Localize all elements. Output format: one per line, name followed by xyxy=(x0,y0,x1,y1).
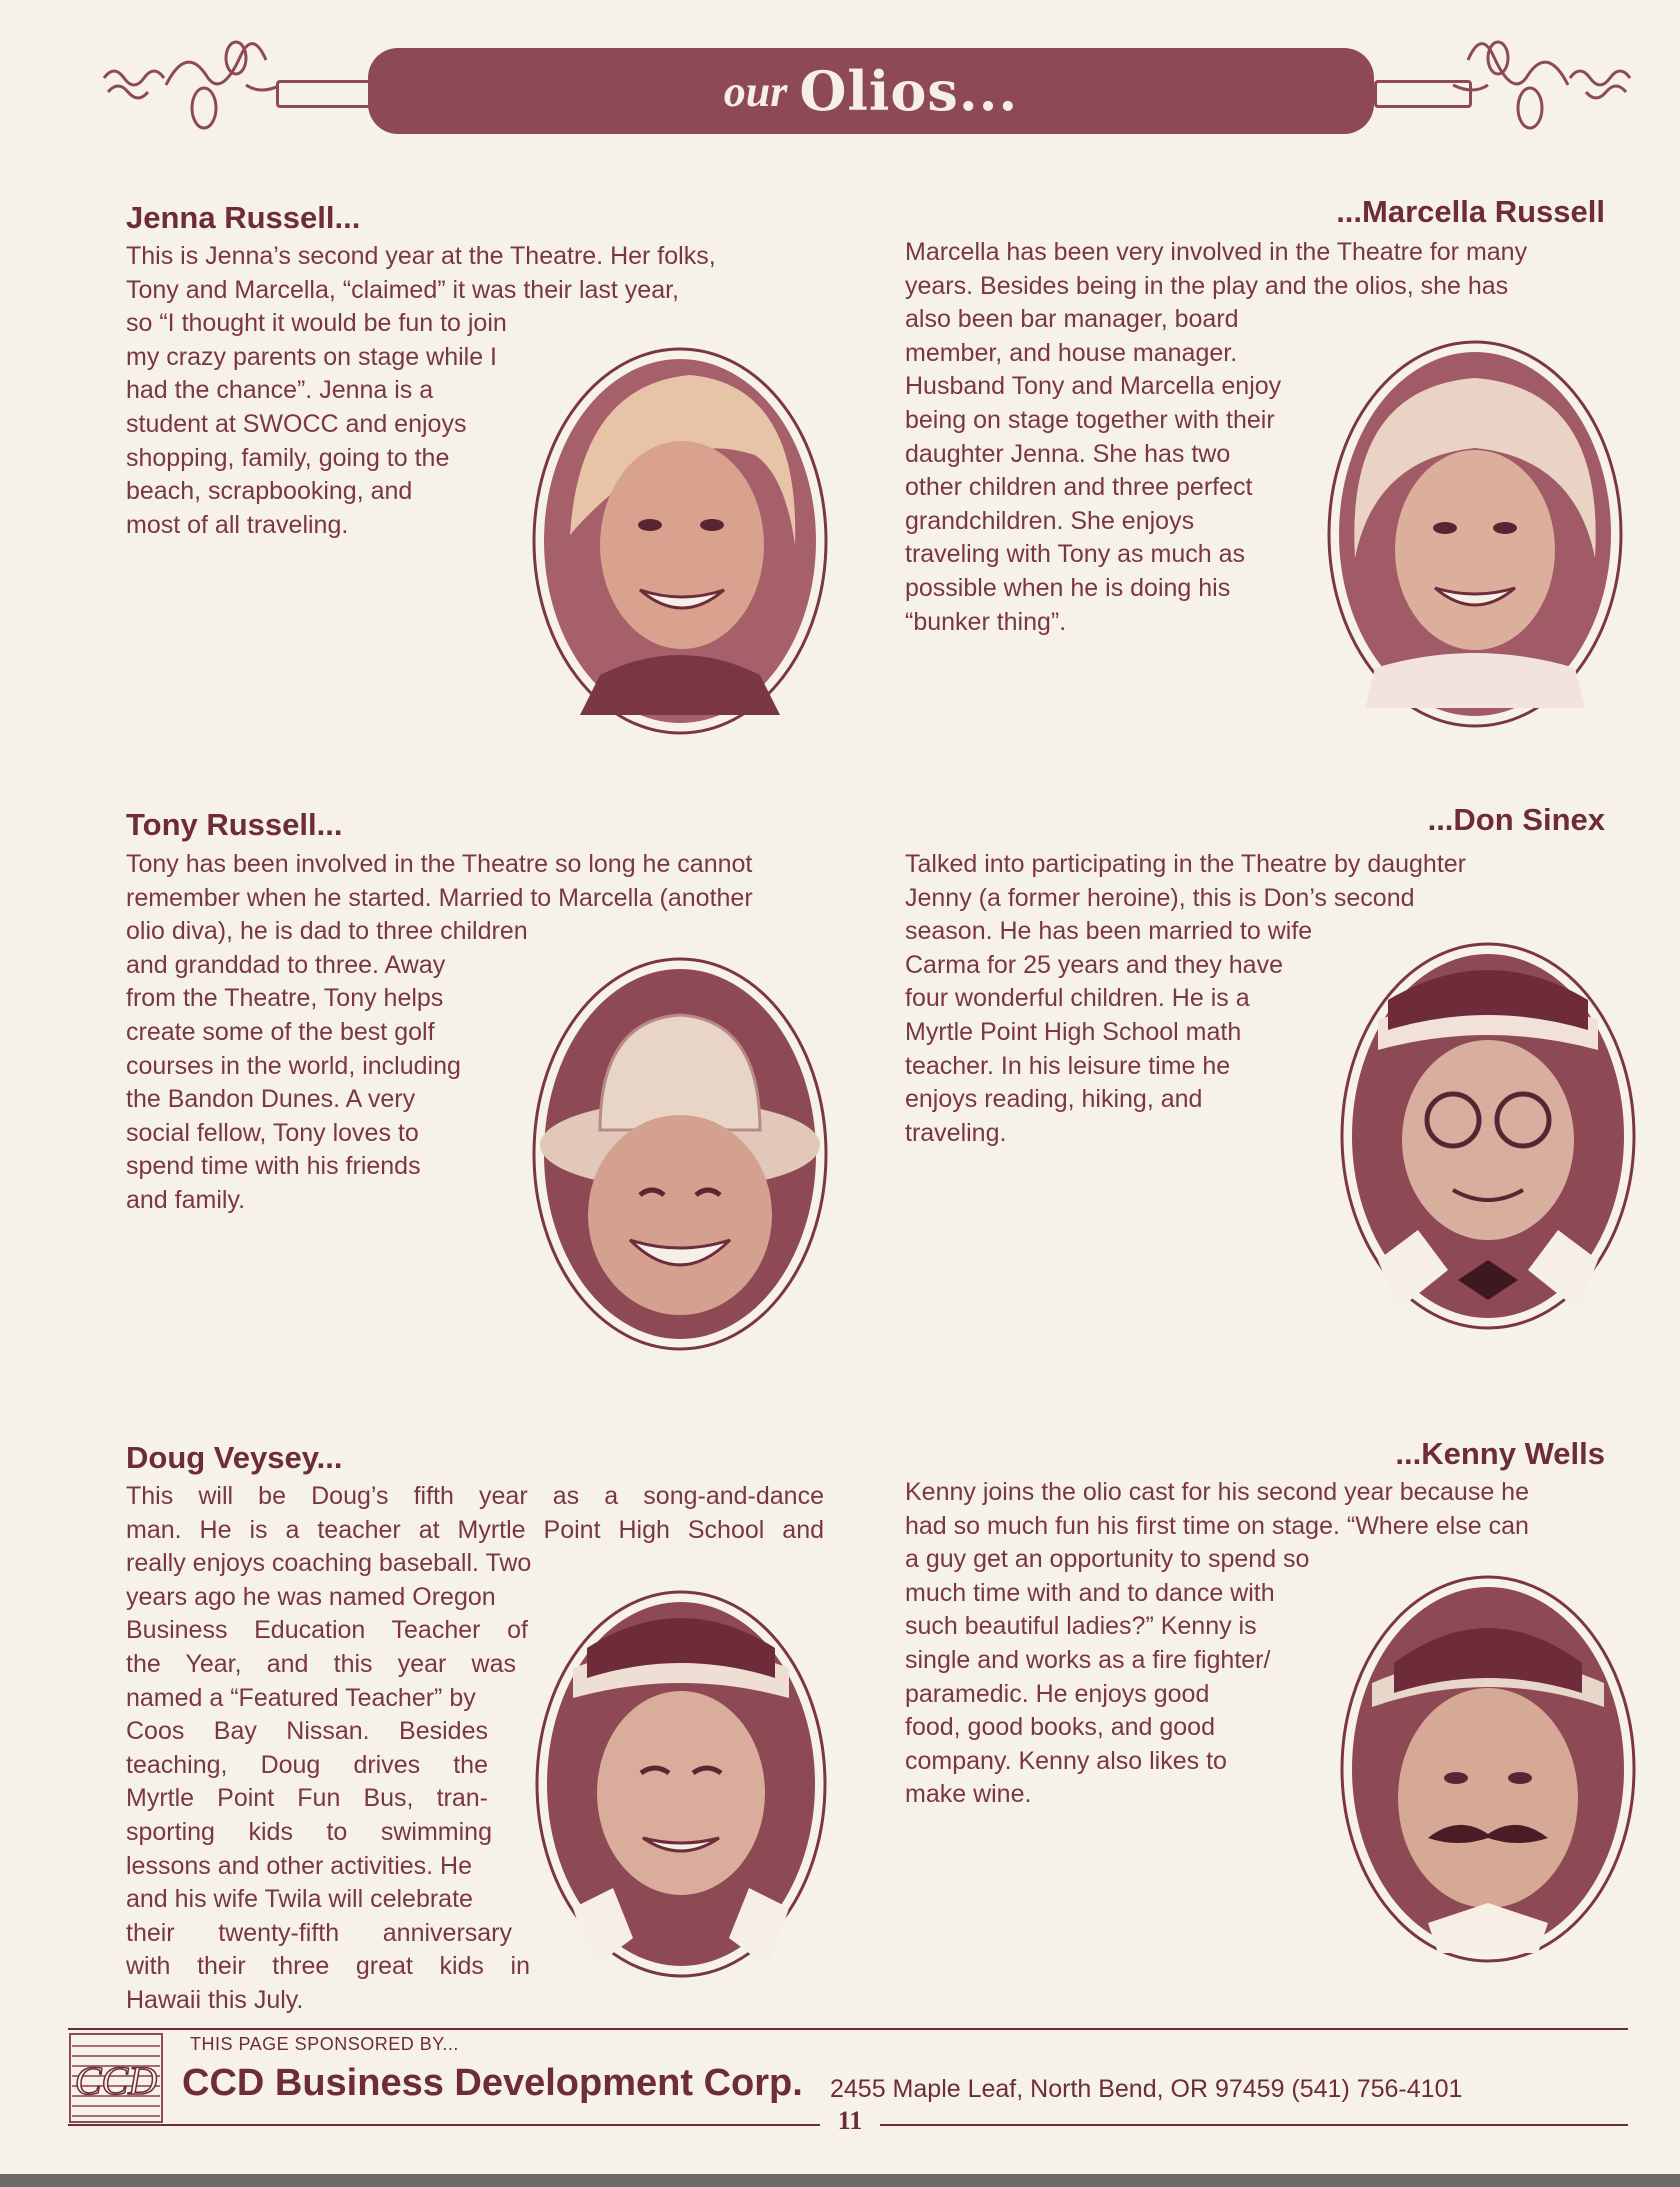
bio-line: and granddad to three. Away xyxy=(126,950,446,979)
page-number: 11 xyxy=(820,2106,880,2136)
bio-line: courses in the world, including xyxy=(126,1051,461,1080)
sponsor-logo xyxy=(68,2032,164,2124)
bio-line: lessons and other activities. He xyxy=(126,1851,473,1880)
bio-line: Myrtle Point High School math xyxy=(905,1017,1242,1046)
bio-line: Talked into participating in the Theatre by daughter xyxy=(905,850,1467,878)
bio-line: Business Education Teacher of xyxy=(126,1616,528,1645)
bio-line: possible when he is doing his xyxy=(905,573,1231,602)
portrait-tony-russell xyxy=(530,955,830,1353)
bio-line: such beautiful ladies?” Kenny is xyxy=(905,1612,1257,1641)
bio-line: olio diva), he is dad to three children xyxy=(126,917,528,946)
bio-line: years. Besides being in the play and the olios, she has xyxy=(905,271,1509,300)
page-title-prefix: our xyxy=(723,66,788,116)
page-title-banner xyxy=(368,48,1374,134)
bio-line: Kenny joins the olio cast for his second year because he xyxy=(905,1478,1529,1506)
right-flourish-ornament xyxy=(1448,30,1638,140)
sponsor-address: 2455 Maple Leaf, North Bend, OR 97459 (541) 756-4101 xyxy=(830,2075,1463,2103)
bio-line: sporting kids to swimming xyxy=(126,1817,492,1846)
bio-line: social fellow, Tony loves to xyxy=(126,1118,419,1147)
bio-line: named a “Featured Teacher” by xyxy=(126,1683,476,1712)
bio-line: with their three great kids in xyxy=(126,1952,530,1981)
bio-line: Myrtle Point Fun Bus, tran- xyxy=(126,1784,488,1813)
bio-name-don-sinex: ...Don Sinex xyxy=(1427,802,1605,837)
sponsor-name: CCD Business Development Corp. xyxy=(182,2062,803,2104)
bio-line: and his wife Twila will celebrate xyxy=(126,1885,473,1914)
bio-line: Carma for 25 years and they have xyxy=(905,950,1283,979)
bio-line: Coos Bay Nissan. Besides xyxy=(126,1717,488,1746)
bio-line: Tony and Marcella, “claimed” it was their last year, xyxy=(126,275,679,304)
bio-line: from the Theatre, Tony helps xyxy=(126,984,444,1013)
bio-line: Hawaii this July. xyxy=(126,1985,304,2014)
bio-line: enjoys reading, hiking, and xyxy=(905,1085,1203,1114)
page-title: Olios... xyxy=(799,59,1019,123)
sponsored-label: THIS PAGE SPONSORED BY... xyxy=(190,2034,459,2054)
bio-name-kenny-wells: ...Kenny Wells xyxy=(1395,1436,1605,1471)
bio-line: other children and three perfect xyxy=(905,473,1253,502)
bio-line: This will be Doug’s fifth year as a song-and-dance xyxy=(126,1482,824,1510)
portrait-kenny-wells xyxy=(1338,1573,1638,1965)
bio-line: member, and house manager. xyxy=(905,338,1238,367)
banner-left-bar xyxy=(276,80,374,108)
bio-line: remember when he started. Married to Marcella (another xyxy=(126,883,753,912)
bio-line: Tony has been involved in the Theatre so long he cannot xyxy=(126,850,753,878)
bio-line: student at SWOCC and enjoys xyxy=(126,409,467,438)
bio-line: had so much fun his first time on stage. “Where else can xyxy=(905,1511,1529,1540)
bio-line: grandchildren. She enjoys xyxy=(905,506,1195,535)
bio-line: traveling. xyxy=(905,1118,1007,1147)
bio-line: most of all traveling. xyxy=(126,510,349,539)
portrait-don-sinex xyxy=(1338,940,1638,1332)
bio-line: traveling with Tony as much as xyxy=(905,540,1245,569)
bio-line: Husband Tony and Marcella enjoy xyxy=(905,372,1282,401)
bio-line: man. He is a teacher at Myrtle Point High School and xyxy=(126,1515,824,1544)
bio-line: create some of the best golf xyxy=(126,1017,435,1046)
bio-line: had the chance”. Jenna is a xyxy=(126,376,434,405)
bio-line: company. Kenny also likes to xyxy=(905,1746,1227,1775)
bio-name-doug-veysey: Doug Veysey... xyxy=(126,1440,343,1475)
footer-top-rule xyxy=(68,2028,1628,2030)
left-flourish-ornament xyxy=(96,30,286,140)
bio-line: shopping, family, going to the xyxy=(126,443,450,472)
bio-line: single and works as a fire fighter/ xyxy=(905,1645,1271,1674)
bio-line: the Year, and this year was xyxy=(126,1649,516,1678)
bio-line: This is Jenna’s second year at the Theatre. Her folks, xyxy=(126,242,716,270)
bio-line: spend time with his friends xyxy=(126,1152,421,1181)
bio-line: make wine. xyxy=(905,1780,1032,1809)
bio-line: really enjoys coaching baseball. Two xyxy=(126,1549,532,1578)
bio-line: their twenty-fifth anniversary xyxy=(126,1918,512,1947)
bio-line: “bunker thing”. xyxy=(905,607,1067,636)
bio-line: so “I thought it would be fun to join xyxy=(126,309,507,338)
bio-line: Marcella has been very involved in the Theatre for many xyxy=(905,238,1528,266)
bio-line: years ago he was named Oregon xyxy=(126,1582,496,1611)
bio-line: beach, scrapbooking, and xyxy=(126,477,413,506)
bio-line: also been bar manager, board xyxy=(905,305,1239,334)
bio-line: daughter Jenna. She has two xyxy=(905,439,1231,468)
bio-name-jenna-russell: Jenna Russell... xyxy=(126,200,361,235)
portrait-marcella-russell xyxy=(1325,338,1625,730)
bio-line: and family. xyxy=(126,1185,246,1214)
bio-line: the Bandon Dunes. A very xyxy=(126,1085,416,1114)
bio-line: food, good books, and good xyxy=(905,1713,1215,1742)
bio-line: four wonderful children. He is a xyxy=(905,984,1250,1013)
portrait-doug-veysey xyxy=(533,1588,829,1980)
bio-name-marcella-russell: ...Marcella Russell xyxy=(1336,194,1605,229)
bio-line: much time with and to dance with xyxy=(905,1578,1275,1607)
sponsor-logo-text: CCD xyxy=(74,2058,158,2103)
bio-line: my crazy parents on stage while I xyxy=(126,342,497,371)
scan-edge-strip xyxy=(0,2174,1680,2187)
bio-line: being on stage together with their xyxy=(905,405,1275,434)
bio-line: paramedic. He enjoys good xyxy=(905,1679,1210,1708)
bio-line: Jenny (a former heroine), this is Don’s second xyxy=(905,883,1415,912)
bio-line: teaching, Doug drives the xyxy=(126,1750,488,1779)
bio-line: teacher. In his leisure time he xyxy=(905,1051,1231,1080)
bio-line: season. He has been married to wife xyxy=(905,917,1313,946)
portrait-jenna-russell xyxy=(530,345,830,737)
bio-line: a guy get an opportunity to spend so xyxy=(905,1545,1310,1574)
bio-name-tony-russell: Tony Russell... xyxy=(126,807,343,842)
